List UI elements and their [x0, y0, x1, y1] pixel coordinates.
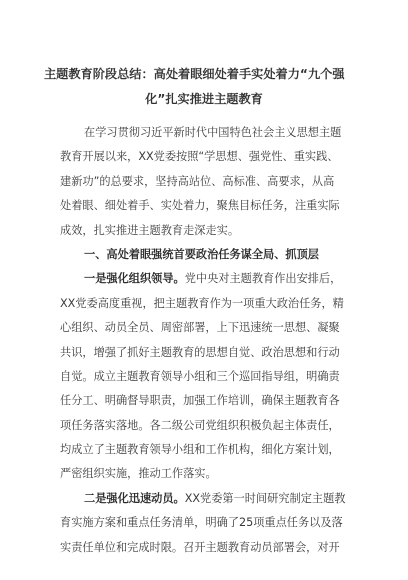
intro-line: 处着眼、细处着手、实处着力，聚焦目标任务，注重实际 — [60, 199, 340, 213]
paragraph-line: 任分工、明确督导职责，加强工作培训，确保主题教育各 — [60, 394, 340, 408]
paragraph-line: 自觉。成立主题教育领导小组和三个巡回指导组，明确责 — [60, 369, 340, 383]
intro-line: 在学习贯彻习近平新时代中国特色社会主义思想主题 — [84, 126, 342, 139]
intro-line: 成效，扎实推进主题教育走深走实。 — [60, 223, 240, 237]
paragraph-line: 均成立了主题教育领导小组和工作机构，细化方案计划， — [60, 443, 340, 457]
paragraph-line: 实责任单位和完成时限。召开主题教育动员部署会，对开 — [60, 540, 340, 554]
title-line: 化”扎实推进主题教育 — [145, 92, 263, 106]
document-title — [44, 62, 364, 112]
intro-line: 教育开展以来，XX党委按照“学思想、强党性、重实践、 — [60, 150, 339, 164]
paragraph-text: 党中央对主题教育作出安排后， — [184, 272, 342, 286]
paragraph-line — [60, 487, 360, 511]
paragraph-line: XX党委高度重视，把主题教育作为一项重大政治任务，精 — [60, 296, 344, 310]
paragraph-lead: 一是强化组织领导。 — [84, 272, 185, 286]
paragraph-line: 育实施方案和重点任务清单，明确了25项重点任务以及落 — [60, 516, 343, 530]
paragraph-line: 共识，增强了抓好主题教育的思想自觉、政治思想和行动 — [60, 345, 340, 359]
paragraph-line: 严密组织实施，推动工作落实。 — [60, 467, 217, 481]
paragraph-lead: 二是强化迅速动员。 — [84, 491, 185, 505]
intro-line: 建新功”的总要求，坚持高站位、高标准、高要求，从高 — [60, 174, 335, 188]
paragraph-line: 心组织、动员全员、周密部署，上下迅速统一思想、凝聚 — [60, 321, 340, 335]
paragraph-text: XX党委第一时间研究制定主题教 — [184, 491, 346, 505]
document-body — [60, 121, 360, 560]
paragraph-line: 项任务落实落地。各二级公司党组织积极负起主体责任， — [60, 418, 340, 432]
title-line: 主题教育阶段总结：高处着眼细处着手实处着力“九个强 — [44, 67, 345, 81]
section-heading: 一、高处着眼强统首要政治任务谋全局、抓顶层 — [84, 247, 319, 261]
paragraph-line — [60, 267, 360, 291]
